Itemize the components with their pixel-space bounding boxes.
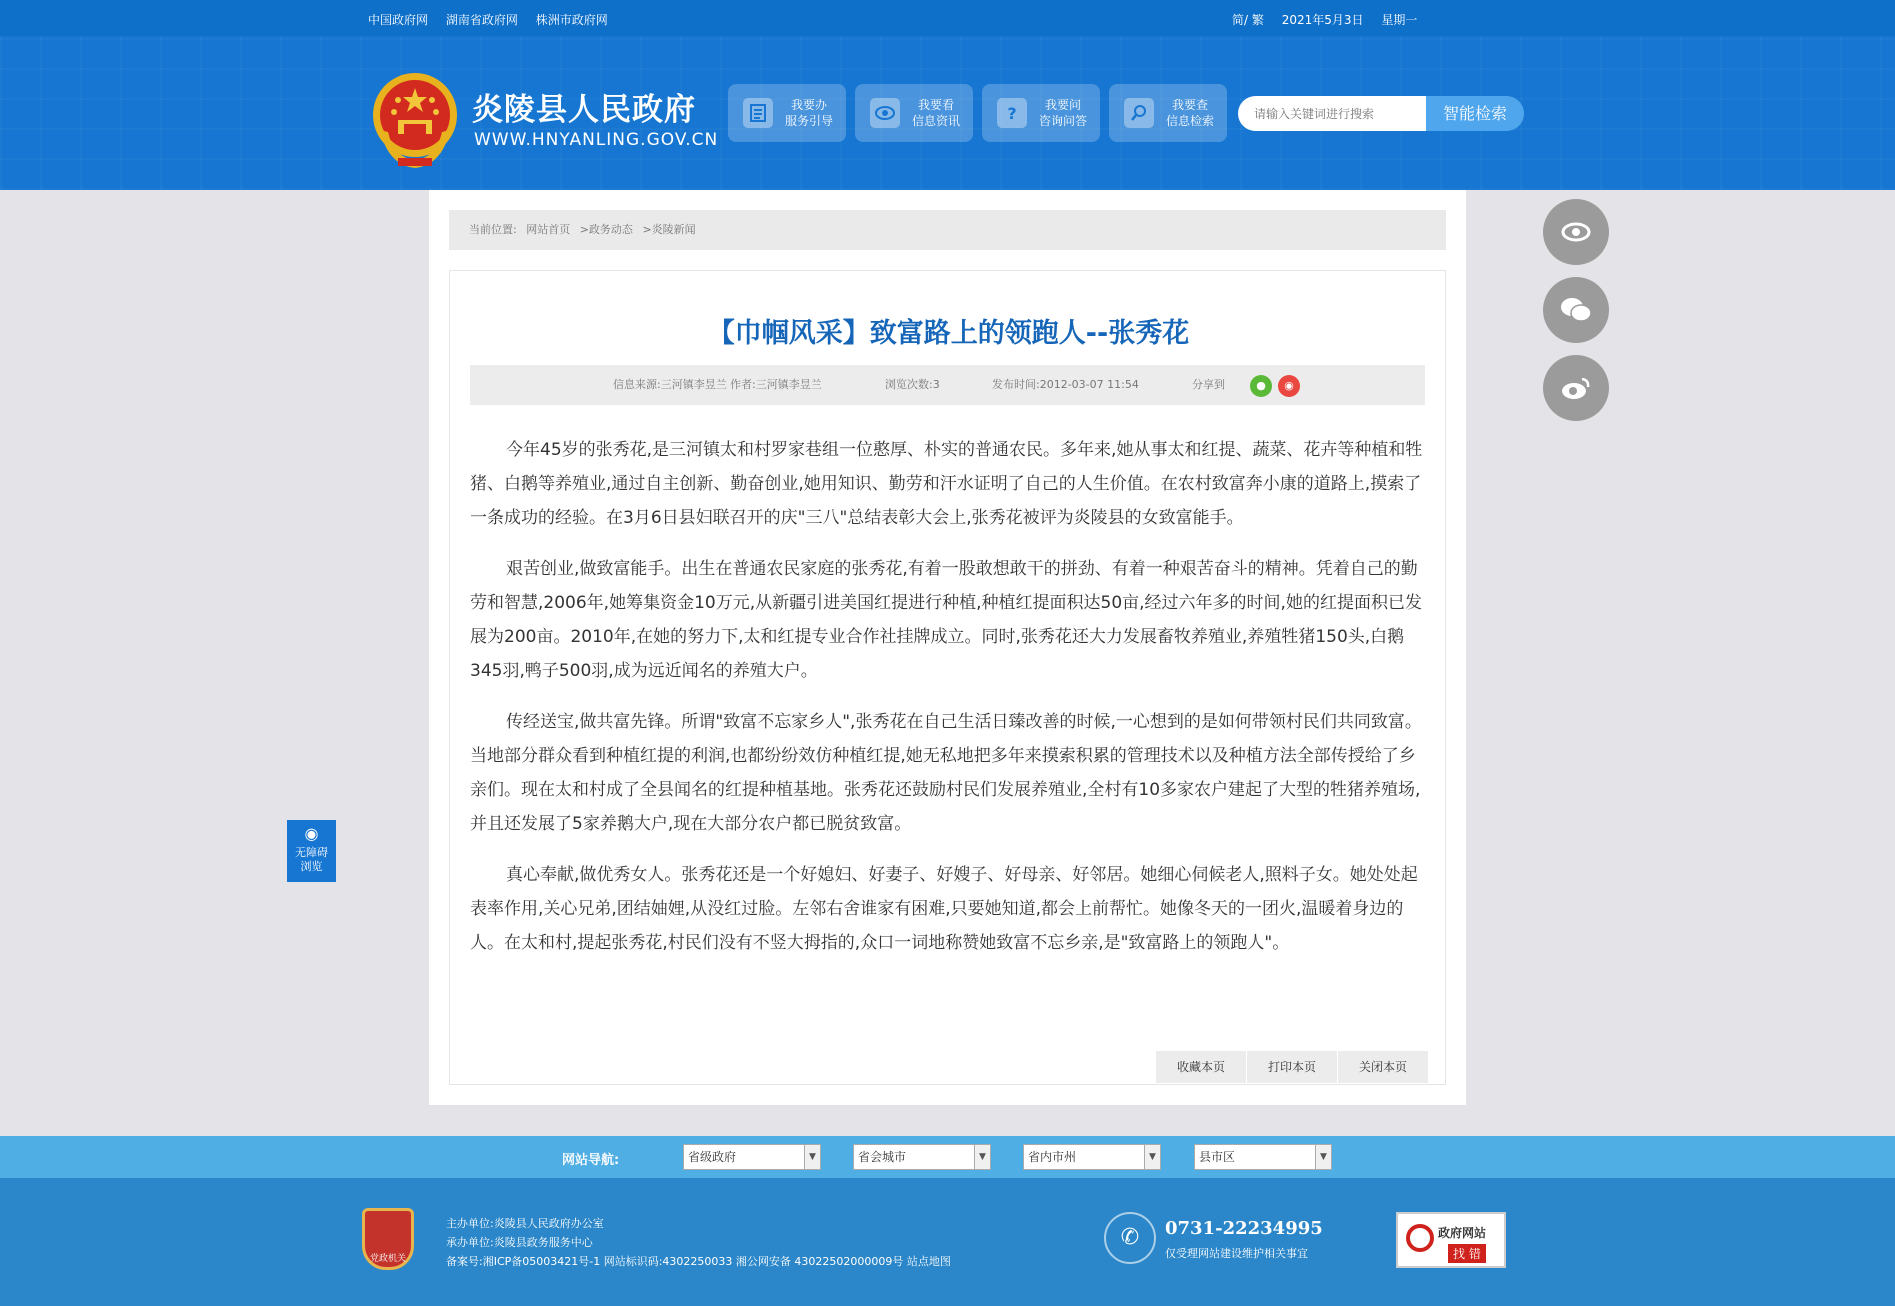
prefecture-select-value: 省内市州 (1028, 1150, 1077, 1164)
float-wechat-icon[interactable] (1543, 277, 1609, 343)
news-info-button[interactable] (855, 84, 973, 142)
capital-city-select[interactable] (853, 1144, 991, 1170)
error-report-line1: 政府网站 (1438, 1226, 1487, 1240)
breadcrumb-home[interactable]: 网站首页 (526, 223, 571, 236)
chevron-down-icon: ▼ (974, 1145, 990, 1169)
article-paragraph: 艰苦创业,做致富能手。出生在普通农民家庭的张秀花,有着一股敢想敢干的拼劲、有着一种艰苦奋斗的精神。凭着自己的勤劳和智慧,2006年,她筹集资金10万元,从新疆引进美国红提进行种植,种植红提面积达50亩,经过六年多的时间,她的红提面积已发展为200亩。2010年,在她的努力下,太和红提专业合作社挂牌成立。同时,张秀花还大力发展畜牧养殖业,养殖牲猪150头,白鹅345羽,鸭子500羽,成为远近闻名的养殖大户。 (470, 559, 1422, 681)
article-paragraph: 传经送宝,做共富先锋。所谓"致富不忘家乡人",张秀花在自己生活日臻改善的时候,一心想到的是如何带领村民们共同致富。当地部分群众看到种植红提的利润,也都纷纷效仿种植红提,她无私地把多年来摸索积累的管理技术以及种植方法全部传授给了乡亲们。现在太和村成了全县闻名的红提种植基地。张秀花还鼓励村民们发展养殖业,全村有10多家农户建起了大型的牲猪养殖场,并且还发展了5家养鹅大户,现在大部分农户都已脱贫致富。 (470, 712, 1422, 834)
breadcrumb-gov-news[interactable]: >政务动态 (579, 223, 633, 236)
site-nav-label: 网站导航: (562, 1153, 620, 1168)
article-published: 发布时间:2012-03-07 11:54 (992, 378, 1139, 391)
info-search-line2: 信息检索 (1166, 114, 1215, 128)
footer-phone-desc: 仅受理网站建设维护相关事宜 (1165, 1247, 1308, 1260)
consult-line1: 我要问 (1045, 98, 1082, 112)
weibo-share-icon[interactable]: ◉ (1278, 375, 1300, 397)
service-guide-line1: 我要办 (791, 98, 828, 112)
article-author: 作者:三河镇李昱兰 (730, 378, 822, 391)
search-icon (1124, 98, 1154, 128)
accessibility-eye-icon: ◉ (304, 824, 319, 843)
news-info-line1: 我要看 (918, 98, 955, 112)
site-footer (0, 1178, 1895, 1306)
consult-button[interactable] (982, 84, 1100, 142)
content-panel (429, 190, 1466, 1105)
province-gov-select-value: 省级政府 (688, 1150, 737, 1164)
smart-search-button[interactable]: 智能检索 (1426, 96, 1524, 131)
gov-site-error-report[interactable] (1396, 1212, 1506, 1268)
party-gov-badge[interactable]: 党政机关 (362, 1208, 414, 1270)
county-select-value: 县市区 (1199, 1150, 1236, 1164)
error-report-line2: 找 错 (1448, 1244, 1486, 1263)
article-source: 信息来源:三河镇李昱兰 (613, 378, 727, 391)
site-title[interactable]: 炎陵县人民政府 (472, 92, 696, 128)
article (449, 270, 1446, 1085)
capital-city-select-value: 省会城市 (858, 1150, 907, 1164)
footer-organizer: 承办单位:炎陵县政务服务中心 (446, 1236, 593, 1249)
search-box (1238, 96, 1524, 131)
consult-line2: 咨询问答 (1039, 114, 1088, 128)
question-icon: ? (997, 98, 1027, 128)
article-paragraph: 真心奉献,做优秀女人。张秀花还是一个好媳妇、好妻子、好嫂子、好母亲、好邻居。她细心伺候老人,照料子女。她处处起表率作用,关心兄弟,团结妯娌,从没红过脸。左邻右舍谁家有困难,只要她知道,都会上前帮忙。她像冬天的一团火,温暖着身边的人。在太和村,提起张秀花,村民们没有不竖大拇指的,众口一词地称赞她致富不忘乡亲,是"致富路上的领跑人"。 (470, 865, 1418, 953)
breadcrumb-label: 当前位置: (469, 223, 517, 236)
link-hunan-gov[interactable]: 湖南省政府网 (445, 13, 518, 27)
province-gov-select[interactable] (683, 1144, 821, 1170)
top-bar (0, 0, 1895, 36)
site-nav-bar (0, 1136, 1895, 1178)
top-links (368, 11, 622, 28)
chevron-down-icon: ▼ (1315, 1145, 1331, 1169)
prefecture-select[interactable] (1023, 1144, 1161, 1170)
current-weekday: 星期一 (1381, 13, 1418, 27)
bookmark-page-button[interactable]: 收藏本页 (1156, 1051, 1246, 1083)
news-info-line2: 信息资讯 (912, 114, 961, 128)
float-eye-icon[interactable] (1543, 199, 1609, 265)
link-zhuzhou-gov[interactable]: 株洲市政府网 (535, 13, 608, 27)
page-tools (1155, 1051, 1428, 1083)
share-label: 分享到 (1192, 378, 1225, 391)
article-paragraph: 今年45岁的张秀花,是三河镇太和村罗家巷组一位憨厚、朴实的普通农民。多年来,她从事太和红提、蔬菜、花卉等种植和牲猪、白鹅等养殖业,通过自主创新、勤奋创业,她用知识、勤劳和汗水证明了自己的人生价值。在农村致富奔小康的道路上,摸索了一条成功的经验。在3月6日县妇联召开的庆"三八"总结表彰大会上,张秀花被评为炎陵县的女致富能手。 (470, 440, 1423, 528)
language-switch[interactable]: 简/ 繁 (1232, 13, 1264, 27)
national-emblem-icon (368, 70, 462, 172)
breadcrumb (449, 210, 1446, 250)
magnifier-icon (1406, 1224, 1434, 1252)
wechat-share-icon[interactable]: ● (1250, 375, 1272, 397)
print-page-button[interactable]: 打印本页 (1247, 1051, 1337, 1083)
chevron-down-icon: ▼ (1144, 1145, 1160, 1169)
service-guide-button[interactable] (728, 84, 846, 142)
eye-icon (870, 98, 900, 128)
breadcrumb-yanling-news[interactable]: >炎陵新闻 (642, 223, 696, 236)
county-select[interactable] (1194, 1144, 1332, 1170)
accessibility-line2: 浏览 (300, 860, 323, 873)
footer-sponsor: 主办单位:炎陵县人民政府办公室 (446, 1217, 604, 1230)
accessibility-line1: 无障碍 (295, 846, 328, 859)
site-domain: WWW.HNYANLING.GOV.CN (474, 130, 719, 150)
phone-icon: ✆ (1104, 1212, 1156, 1264)
chevron-down-icon: ▼ (804, 1145, 820, 1169)
link-central-gov[interactable]: 中国政府网 (368, 13, 429, 27)
article-meta (470, 365, 1425, 405)
close-page-button[interactable]: 关闭本页 (1338, 1051, 1428, 1083)
site-header (0, 36, 1895, 190)
article-title: 【巾帼风采】致富路上的领跑人--张秀花 (707, 318, 1190, 349)
service-guide-line2: 服务引导 (785, 114, 834, 128)
footer-info (446, 1214, 951, 1271)
article-body (470, 433, 1425, 977)
top-right (1232, 11, 1431, 28)
float-weibo-icon[interactable] (1543, 355, 1609, 421)
info-search-button[interactable] (1109, 84, 1227, 142)
accessibility-button[interactable] (287, 820, 336, 882)
article-views: 浏览次数:3 (885, 378, 940, 391)
search-input[interactable] (1238, 96, 1426, 131)
document-icon (743, 98, 773, 128)
footer-phone: 0731-22234995 (1165, 1218, 1323, 1239)
footer-record: 备案号:湘ICP备05003421号-1 网站标识码:4302250033 湘公网安备 43022502000009号 站点地图 (446, 1255, 951, 1268)
info-search-line1: 我要查 (1172, 98, 1209, 112)
current-date: 2021年5月3日 (1281, 13, 1364, 27)
